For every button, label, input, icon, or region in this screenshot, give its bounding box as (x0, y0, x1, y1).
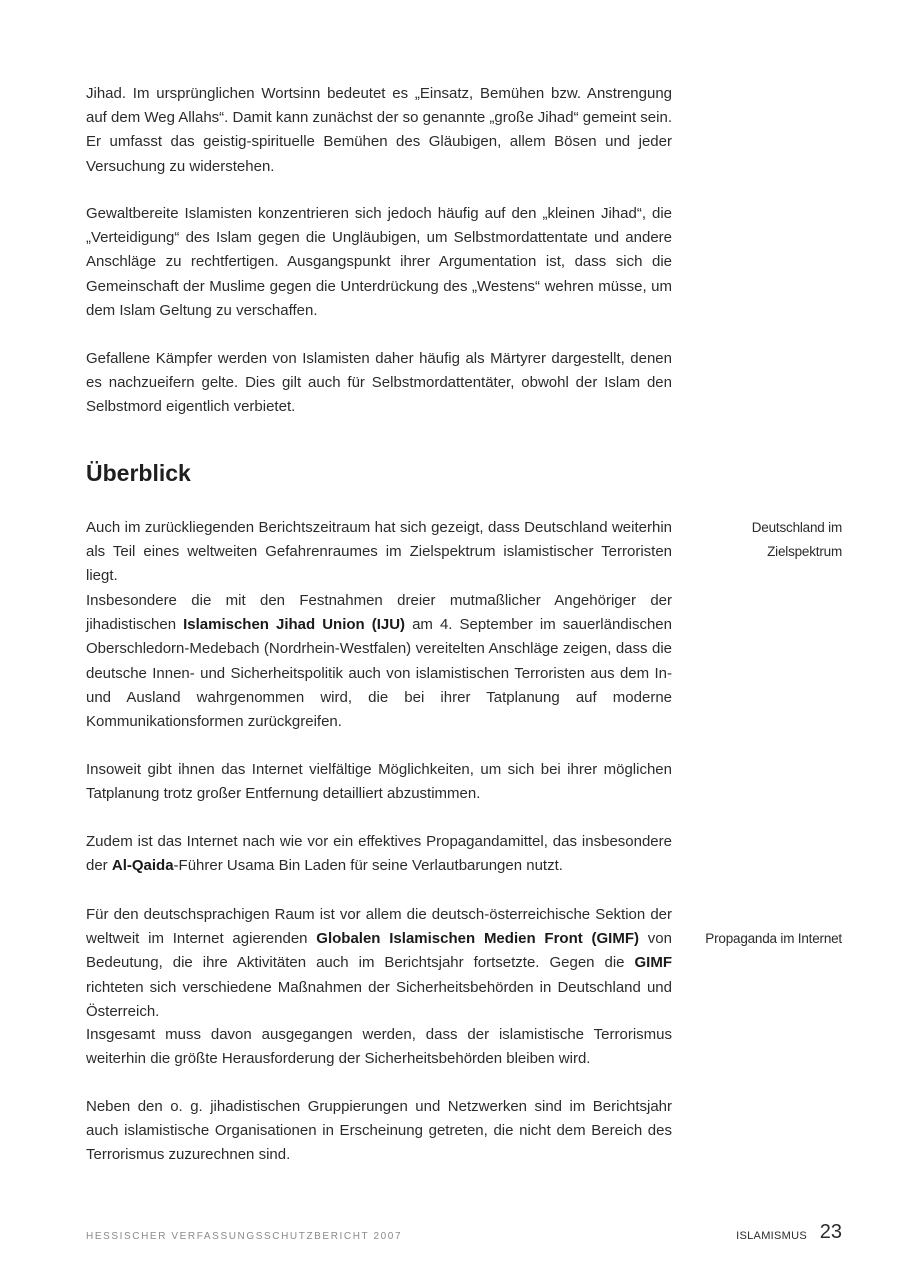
paragraph-terror-challenge: Insgesamt muss davon ausgegangen werden, dass der islamistische Terrorismus weiterhin die größte Herausforderung der Sicherheitsbehörden bleiben wird. (86, 1026, 672, 1068)
paragraph-germany-target: Auch im zurückliegenden Berichtszeitraum hat sich gezeigt, dass Deutschland weiterhin als Teil eines weltweiten Gefahrenraumes im Zielspektrum islamistischer Terroristen liegt. (86, 519, 672, 585)
footer-publication-title: HESSISCHER VERFASSUNGSSCHUTZBERICHT 2007 (86, 1231, 403, 1242)
margin-note-germany-target: Deutschland im Zielspektrum (751, 520, 842, 560)
paragraph-propaganda-tool: Zudem ist das Internet nach wie vor ein effektives Propagandamittel, das insbesondere der Al-Qaida-Führer Usama Bin Laden für seine Verlautbarungen nutzt. (86, 833, 672, 875)
footer-section-name: ISLAMISMUS (736, 1230, 807, 1242)
bold-term-gimf: GIMF (634, 954, 672, 972)
margin-note-internet-propaganda: Propaganda im Internet (705, 931, 842, 946)
paragraph-internet-planning: Insoweit gibt ihnen das Internet vielfältige Möglichkeiten, um sich bei ihrer möglichen Tatplanung trotz großer Entfernung detailliert abzustimmen. (86, 761, 672, 803)
paragraph-organisations: Neben den o. g. jihadistischen Gruppierungen und Netzwerken sind im Berichtsjahr auch islamistische Organisationen in Erscheinung getreten, die nicht dem Bereich des Terrorismus zuzurechnen sind. (86, 1098, 672, 1164)
paragraph-jihad-meaning: Jihad. Im ursprünglichen Wortsinn bedeutet es „Einsatz, Bemühen bzw. Anstrengung auf dem Weg Allahs“. Damit kann zunächst der so genannte „große Jihad“ gemeint sein. Er umfasst das geistig-spirituelle Bemühen des Gläubigen, allem Bösen und jeder Versuchung zu widerstehen. (86, 85, 672, 175)
bold-term-al-qaida: Al-Qaida (111, 857, 174, 875)
page-number: 23 (819, 1221, 842, 1243)
paragraph-small-jihad: Gewaltbereite Islamisten konzentrieren sich jedoch häufig auf den „kleinen Jihad“, die „Verteidigung“ des Islam gegen die Ungläubigen, um Selbstmordattentate und andere Anschläge zu rechtfertigen. Ausgangspunkt ihrer Argumentation ist, dass sich die Gemeinschaft der Muslime gegen die Unterdrückung des „Westens“ wehren müsse, um dem Islam Geltung zu verschaffen. (86, 205, 672, 319)
paragraph-iju-arrests: Insbesondere die mit den Festnahmen dreier mutmaßlicher Angehöriger der jihadistischen Islamischen Jihad Union (IJU) am 4. September im sauerländischen Oberschledorn-Medebach (Nordrhein-Westfalen) vereitelten Anschläge zeigen, dass die deutsche Innen- und Sicherheitspolitik auch von islamistischen Terroristen aus dem In- und Ausland wahrgenommen wird, die bei ihrer Tatplanung auf moderne Kommunikationsformen zurückgreifen. (86, 592, 672, 731)
paragraph-martyrs: Gefallene Kämpfer werden von Islamisten daher häufig als Märtyrer dargestellt, denen es nachzueifern gelte. Dies gilt auch für Selbstmordattentäter, obwohl der Islam den Selbstmord eigentlich verbietet. (86, 350, 672, 416)
bold-term-gimf-full: Globalen Islamischen Medien Front (GIMF) (316, 930, 640, 948)
section-heading: Überblick (86, 460, 191, 486)
bold-term-iju: Islamischen Jihad Union (IJU) (183, 616, 406, 634)
paragraph-gimf: Für den deutschsprachigen Raum ist vor allem die deutsch-österreichische Sektion der weltweit im Internet agierenden Globalen Islamischen Medien Front (GIMF) von Bedeutung, die ihre Aktivitäten auch im Berichtsjahr fortsetzte. Gegen die GIMF richteten sich verschiedene Maßnahmen der Sicherheitsbehörden in Deutschland und Österreich. (86, 906, 672, 1020)
